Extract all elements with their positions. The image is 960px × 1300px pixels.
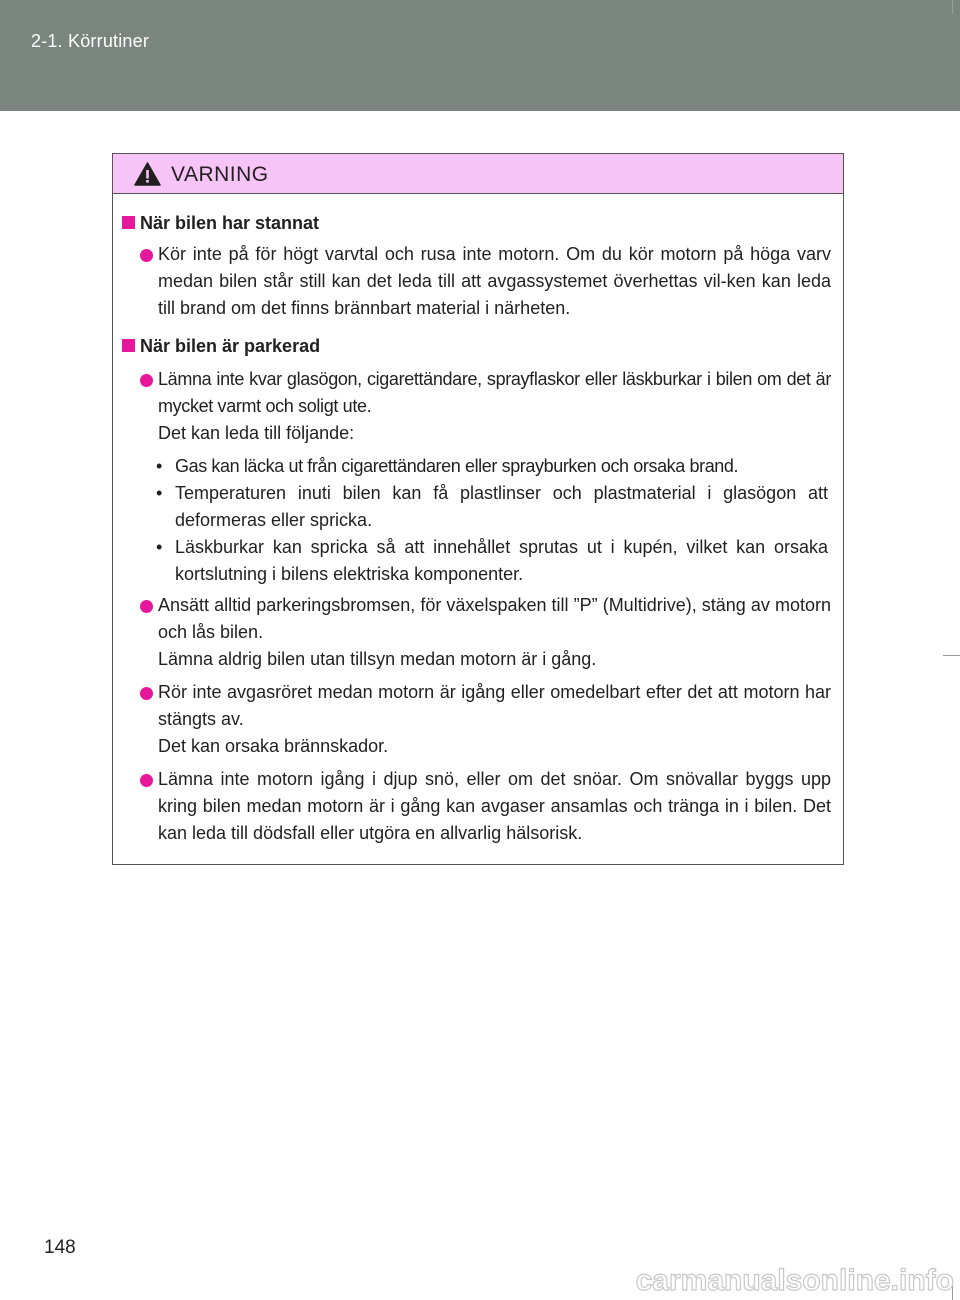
watermark xyxy=(596,1263,956,1297)
square-bullet-icon xyxy=(122,216,135,229)
warning-title: VARNING xyxy=(171,163,269,186)
item-text: Lämna inte motorn igång i djup snö, eller om det snöar. Om snövallar byggs upp kring bilen medan motorn är i gång kan avgaser ansamlas och tränga in i bilen. Det kan leda till dödsfall eller utgöra en allvarlig hälsorisk. xyxy=(158,769,831,843)
item-note: Lämna aldrig bilen utan tillsyn medan motorn är i gång. xyxy=(158,649,597,669)
item-note: Det kan orsaka brännskador. xyxy=(158,736,389,756)
square-bullet-icon xyxy=(122,339,135,352)
circle-bullet-icon xyxy=(140,774,153,787)
circle-bullet-icon xyxy=(140,600,153,613)
page-number: 148 xyxy=(44,1237,76,1258)
circle-bullet-icon xyxy=(140,374,153,387)
section-title: 2-1. Körrutiner xyxy=(31,31,150,51)
dot-bullet-icon: • xyxy=(156,483,163,503)
circle-bullet-icon xyxy=(140,687,153,700)
warning-triangle-icon xyxy=(134,162,161,186)
warning-header xyxy=(113,154,843,194)
header-band xyxy=(0,0,960,111)
warning-box: VARNING När bilen har stannat Kör inte på för högt varvtal och rusa inte motorn. Om du kör motorn på höga varv medan bilen står still kan det leda till att avgassystemet överhettas vil-ken kan leda till brand om det finns brännbart material i närheten. När bilen är parkerad Lämna inte kvar glasögon, cigarettändare, sprayflaskor eller läskburkar i bilen om det är mycket varmt och soligt ute. Det kan leda till följande: • Gas kan läcka ut från cigarettändaren eller sprayburken och orsaka brand. • Temperaturen inuti bilen kan få plastlinser och plastmaterial i glasögon att deformeras eller spricka. • Läskburkar kan spricka så att innehållet sprutas ut i kupén, vilket kan orsaka kortslutning i bilens elektriska komponenter. Ansätt alltid parkeringsbromsen, för växelspaken till ”P” (Multidrive), stäng av motorn och lås bilen. Lämna aldrig bilen utan tillsyn medan motorn är i gång. Rör inte avgasröret medan motorn är igång eller omedelbart efter det att motorn har stängts av. Det kan orsaka brännskador. Lämna inte motorn igång i djup snö, eller om det snöar. Om snövallar byggs upp kring bilen medan motorn är i gång kan avgaser ansamlas och tränga in i bilen. Det kan leda till dödsfall eller utgöra en allvarlig hälsorisk. xyxy=(112,153,844,865)
item-text: Kör inte på för högt varvtal och rusa inte motorn. Om du kör motorn på höga varv medan bilen står still kan det leda till att avgassystemet överhettas vil-ken kan leda till brand om det finns brännbart material i närheten. xyxy=(158,244,831,318)
item-text: Rör inte avgasröret medan motorn är igång eller omedelbart efter det att motorn har stängts av. xyxy=(158,682,831,729)
crop-mark xyxy=(943,655,960,656)
dot-bullet-icon: • xyxy=(156,537,163,557)
circle-bullet-icon xyxy=(140,249,153,262)
dot-bullet-icon: • xyxy=(156,456,163,476)
watermark-text: carmanualsonline.info xyxy=(635,1264,954,1297)
item-text: Ansätt alltid parkeringsbromsen, för växelspaken till ”P” (Multidrive), stäng av motorn och lås bilen. xyxy=(158,595,831,642)
crop-mark xyxy=(952,0,953,14)
item-note: Det kan leda till följande: xyxy=(158,423,355,443)
item-text: Lämna inte kvar glasögon, cigarettändare, sprayflaskor eller läskburkar i bilen om det är mycket varmt och soligt ute. xyxy=(158,369,831,416)
